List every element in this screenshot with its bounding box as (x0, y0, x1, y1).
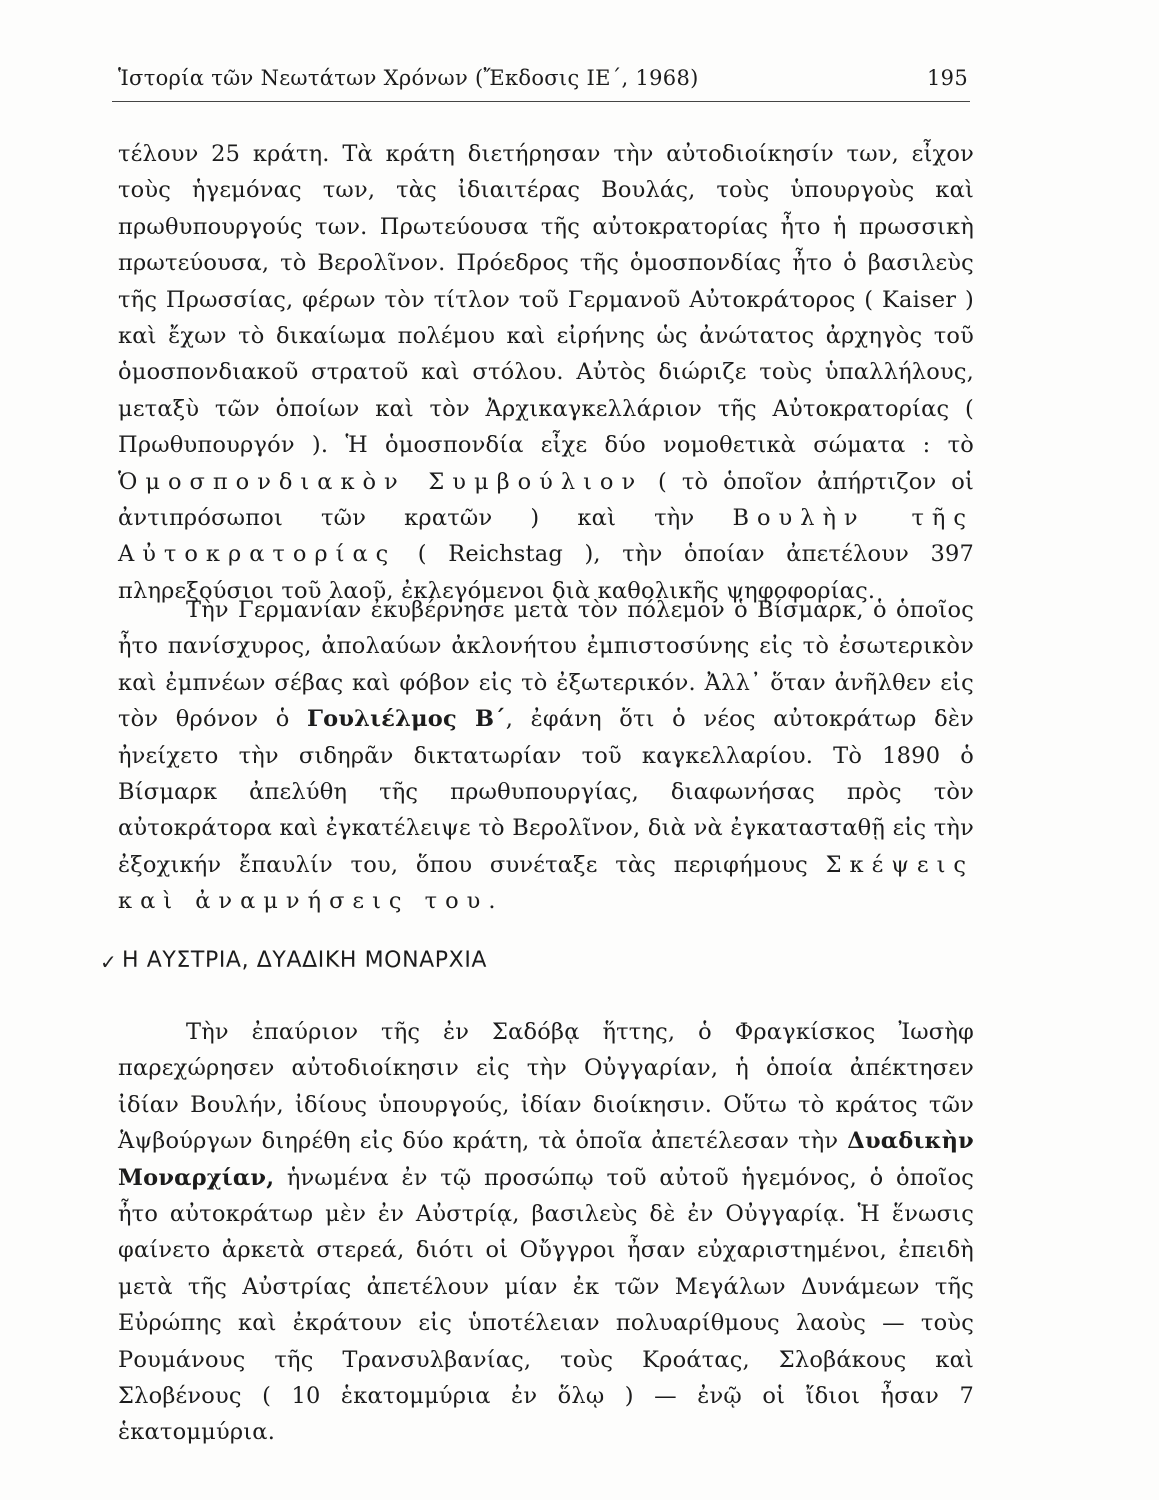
running-head (118, 66, 968, 98)
paragraph-text: Τὴν ἐπαύριον τῆς ἐν Σαδόβᾳ ἥττης, ὁ Φραγκίσκος Ἰωσὴφ παρεχώρησεν αὐτοδιοίκησιν εἰς τὴν Οὐγγαρίαν, ἡ ὁποία ἀπέκτησεν ἰδίαν Βουλήν, ἰδίους ὑπουργούς, ἰδίαν διοίκησιν. Οὕτω τὸ κράτος τῶν Ἁψβούργων διηρέθη εἰς δύο κράτη, τὰ ὁποῖα ἀπετέλεσαν τὴν (118, 1019, 974, 1155)
paragraph-text: ( τὸ ὁποῖον ἀπήρτιζον οἱ ἀντιπρόσωποι τῶν κρατῶν ) καὶ τὴν (118, 468, 974, 532)
section-heading (100, 948, 487, 980)
paragraph-text: ἡνωμένα ἐν τῷ προσώπῳ τοῦ αὐτοῦ ἡγεμόνος, ὁ ὁποῖος ἦτο αὐτοκράτωρ μὲν ἐν Αὐστρίᾳ, βασιλεὺς δὲ ἐν Οὐγγαρίᾳ. Ἡ ἕνωσις φαίνετο ἀρκετὰ στερεά, διότι οἱ Οὔγγροι ἦσαν εὐχαριστημένοι, ἐπειδὴ μετὰ τῆς Αὐστρίας ἀπετέλουν μίαν ἐκ τῶν Μεγάλων Δυνάμεων τῆς Εὐρώπης καὶ ἐκράτουν εἰς ὑποτέλειαν πολυαρίθμους λαοὺς — τοὺς Ρουμάνους τῆς Τρανσυλβανίας, τοὺς Κροάτας, Σλοβάκους καὶ Σλοβένους ( 10 ἑκατομμύρια ἐν ὅλῳ ) — ἐνῷ οἱ ἴδιοι ἦσαν 7 ἑκατομμύρια. (118, 1164, 974, 1446)
paragraph-text: Τὴν Γερμανίαν ἐκυβέρνησε μετὰ τὸν πόλεμον ὁ Βίσμαρκ, ὁ ὁποῖος ἦτο πανίσχυρος, ἀπολαύων ἀκλονήτου ἐμπιστοσύνης εἰς τὸ ἐσωτερικὸν καὶ ἐμπνέων σέβας καὶ φόβον εἰς τὸ ἐξωτερικόν. Ἀλλ᾽ ὅταν ἀνῆλθεν εἰς τὸν θρόνον ὁ (118, 597, 974, 733)
paragraph-text: τέλουν 25 κράτη. Τὰ κράτη διετήρησαν τὴν αὐτοδιοίκησίν των, εἶχον τοὺς ἡγεμόνας των, τὰς ἰδιαιτέρας Βουλάς, τοὺς ὑπουργοὺς καὶ πρωθυπουργούς των. Πρωτεύουσα τῆς αὐτοκρατορίας ἦτο ἡ πρωσσικὴ πρωτεύουσα, τὸ Βερολῖνον. Πρόεδρος τῆς ὁμοσπονδίας ἦτο ὁ βασιλεὺς τῆς Πρωσσίας, φέρων τὸν τίτλον τοῦ Γερμανοῦ Αὐτοκράτορος ( Kaiser ) καὶ ἔχων τὸ δικαίωμα πολέμου καὶ εἰρήνης ὡς ἀνώτατος ἀρχηγὸς τοῦ ὁμοσπονδιακοῦ στρατοῦ καὶ στόλου. Αὐτὸς διώριζε τοὺς ὑπαλλήλους, μεταξὺ τῶν ὁποίων καὶ τὸν Ἀρχικαγκελλάριον τῆς Αὐτοκρατορίας ( Πρωθυπουργόν ). Ἡ ὁμοσπονδία εἶχε δύο νομοθετικὰ σώματα : τὸ (118, 141, 974, 459)
header-rule (112, 101, 970, 102)
bold-term: Γουλιέλμος Β΄ (306, 706, 506, 733)
book-title: Ἱστορία τῶν Νεωτάτων Χρόνων (Ἔκδοσις ΙΕ΄, 1968) (118, 66, 699, 90)
check-icon: ✓ (100, 950, 118, 974)
paragraph-text: , ἐφάνη ὅτι ὁ νέος αὐτοκράτωρ δὲν ἠνείχετο τὴν σιδηρᾶν δικτατωρίαν τοῦ καγκελλαρίου. Τὸ 1890 ὁ Βίσμαρκ ἀπελύθη τῆς πρωθυπουργίας, διαφωνήσας πρὸς τὸν αὐτοκράτορα καὶ ἐγκατέλειψε τὸ Βερολῖνον, διὰ νὰ ἐγκατασταθῇ εἰς τὴν ἐξοχικήν ἔπαυλίν του, ὅπου συνέταξε τὰς περιφήμους (118, 706, 975, 878)
bold-term: Δυαδικὴν Μοναρχίαν, (118, 1128, 974, 1191)
paragraph-austria (118, 1014, 974, 1451)
spaced-term: Ὁμοσπονδιακὸν Συμβούλιον (118, 468, 644, 495)
paragraph-bismarck (118, 592, 974, 920)
paragraph-text: ( Reichstag ), τὴν ὁποίαν ἀπετέλουν 397 πληρεξούσιοι τοῦ λαοῦ, ἐκλεγόμενοι διὰ καθολικῆς ψηφοφορίας. (118, 541, 974, 604)
spaced-term: Βουλὴν τῆς Αὐτοκρατορίας (118, 505, 975, 568)
section-heading-text: Η ΑΥΣΤΡΙΑ, ΔΥΑΔΙΚΗ ΜΟΝΑΡΧΙΑ (122, 948, 488, 973)
paragraph-german-federation (118, 136, 974, 609)
spaced-term: Σκέψεις καὶ ἀναμνήσεις του. (118, 851, 974, 915)
page-number: 195 (927, 66, 968, 90)
